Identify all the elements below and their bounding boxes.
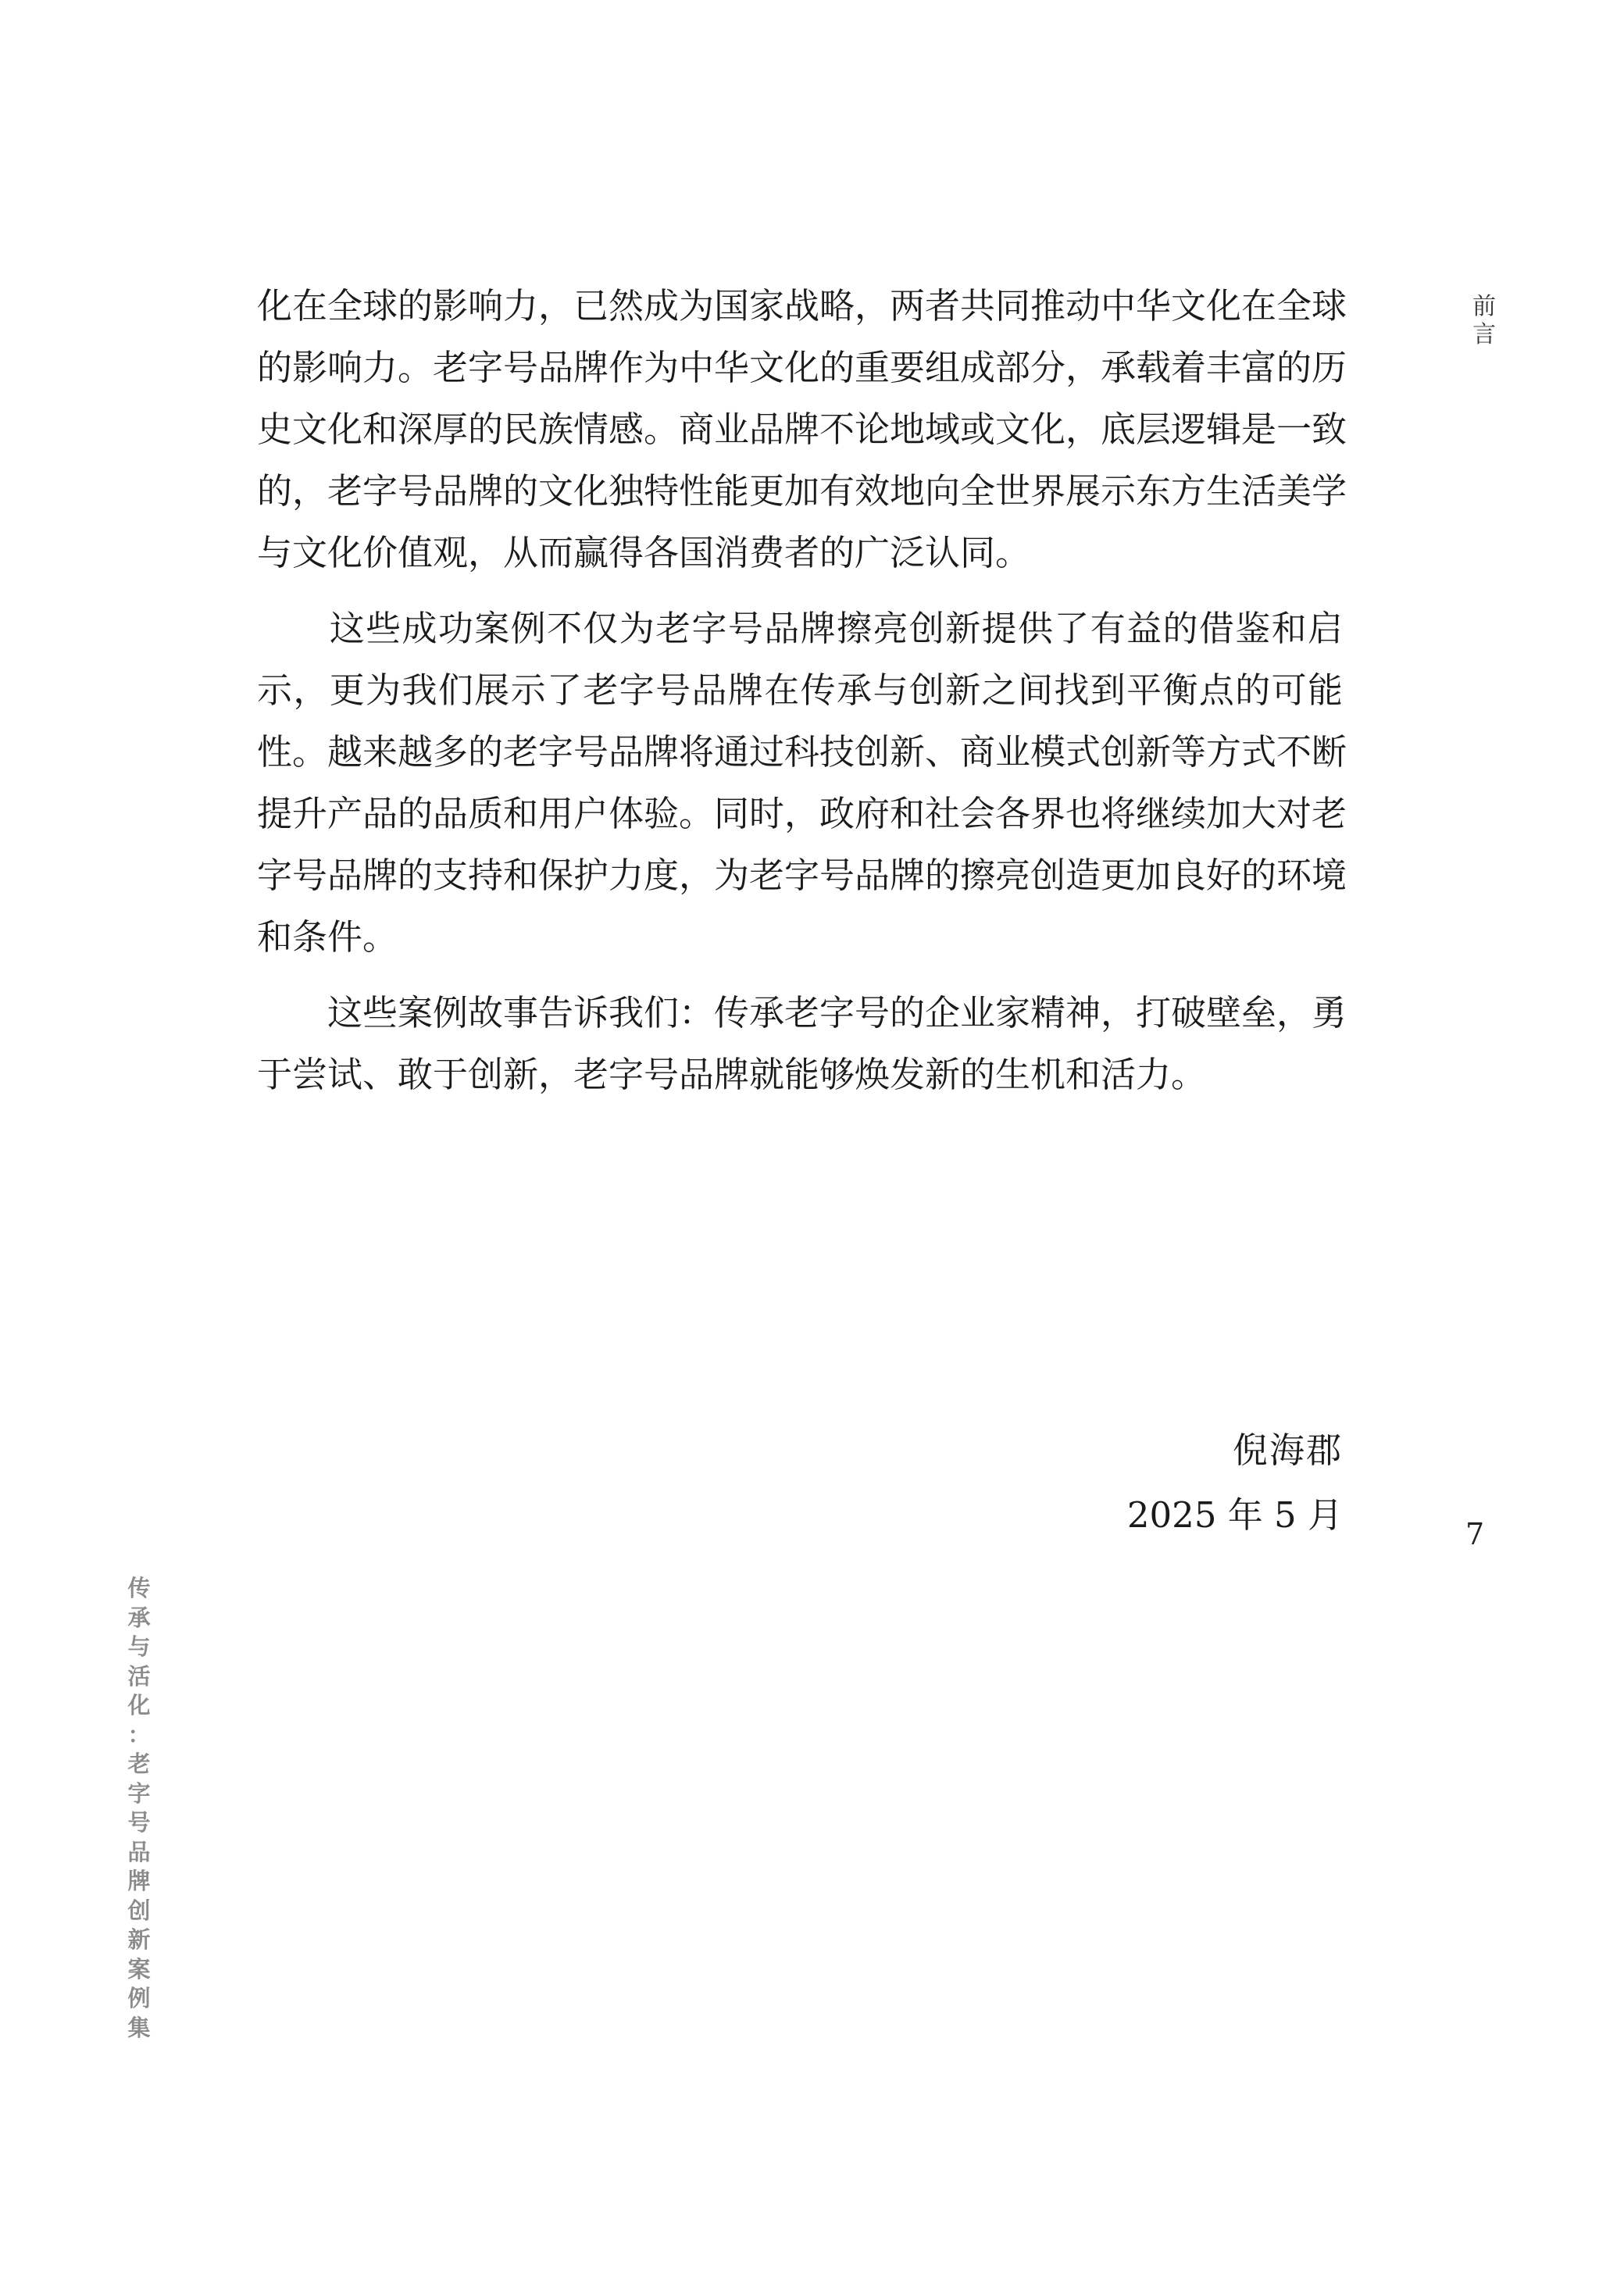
text-line: 的，老字号品牌的文化独特性能更加有效地向全世界展示东方生活美学 xyxy=(257,470,1347,512)
spine-title-char: 号 xyxy=(127,1809,151,1836)
paragraph xyxy=(257,604,1347,962)
spine-title-char: 字 xyxy=(127,1779,151,1807)
text-line: 和条件。 xyxy=(257,916,398,958)
spine-title-char: 活 xyxy=(127,1662,151,1690)
spine-title-char: 化 xyxy=(127,1692,151,1719)
running-head-char: 言 xyxy=(1472,321,1496,348)
running-head-char: 前 xyxy=(1472,293,1496,320)
spine-title-char: 品 xyxy=(127,1838,151,1865)
text-line: 化在全球的影响力，已然成为国家战略，两者共同推动中华文化在全球 xyxy=(257,285,1347,327)
body-text xyxy=(257,281,1347,1112)
text-line: 的影响力。老字号品牌作为中华文化的重要组成部分，承载着丰富的历 xyxy=(257,347,1347,388)
author-name: 倪海郡 xyxy=(1232,1429,1343,1471)
spine-title-char: 与 xyxy=(127,1633,151,1660)
text-line: 于尝试、敢于创新，老字号品牌就能够焕发新的生机和活力。 xyxy=(257,1054,1207,1095)
spine-title-char: ： xyxy=(127,1721,151,1748)
text-line: 这些案例故事告诉我们：传承老字号的企业家精神，打破壁垒，勇 xyxy=(257,992,1347,1033)
text-line: 性。越来越多的老字号品牌将通过科技创新、商业模式创新等方式不断 xyxy=(257,731,1347,773)
spine-title-char: 集 xyxy=(127,2014,151,2041)
spine-title-char: 牌 xyxy=(127,1868,151,1894)
spine-book-title xyxy=(123,1574,155,2043)
spine-title-char: 新 xyxy=(127,1926,151,1953)
text-line: 与文化价值观，从而赢得各国消费者的广泛认同。 xyxy=(257,532,1031,573)
page-number: 7 xyxy=(1465,1517,1485,1551)
signature-date: 2025 年 5 月 xyxy=(1126,1494,1343,1536)
text-line: 字号品牌的支持和保护力度，为老字号品牌的擦亮创造更加良好的环境 xyxy=(257,855,1347,896)
paragraph xyxy=(257,988,1347,1099)
spine-title-char: 承 xyxy=(127,1604,151,1631)
text-line: 示，更为我们展示了老字号品牌在传承与创新之间找到平衡点的可能 xyxy=(257,669,1343,711)
spine-title-char: 传 xyxy=(127,1575,151,1601)
running-head xyxy=(1469,293,1500,349)
spine-title-char: 例 xyxy=(127,1985,151,2011)
text-line: 这些成功案例不仅为老字号品牌擦亮创新提供了有益的借鉴和启 xyxy=(257,608,1343,649)
text-line: 史文化和深厚的民族情感。商业品牌不论地域或文化，底层逻辑是一致 xyxy=(257,409,1347,450)
spine-title-char: 老 xyxy=(127,1751,151,1777)
paragraph xyxy=(257,281,1347,577)
spine-title-char: 案 xyxy=(127,1955,151,1983)
spine-title-char: 创 xyxy=(127,1897,151,1924)
signature-block xyxy=(1127,1426,1343,1540)
text-line: 提升产品的品质和用户体验。同时，政府和社会各界也将继续加大对老 xyxy=(257,793,1347,834)
